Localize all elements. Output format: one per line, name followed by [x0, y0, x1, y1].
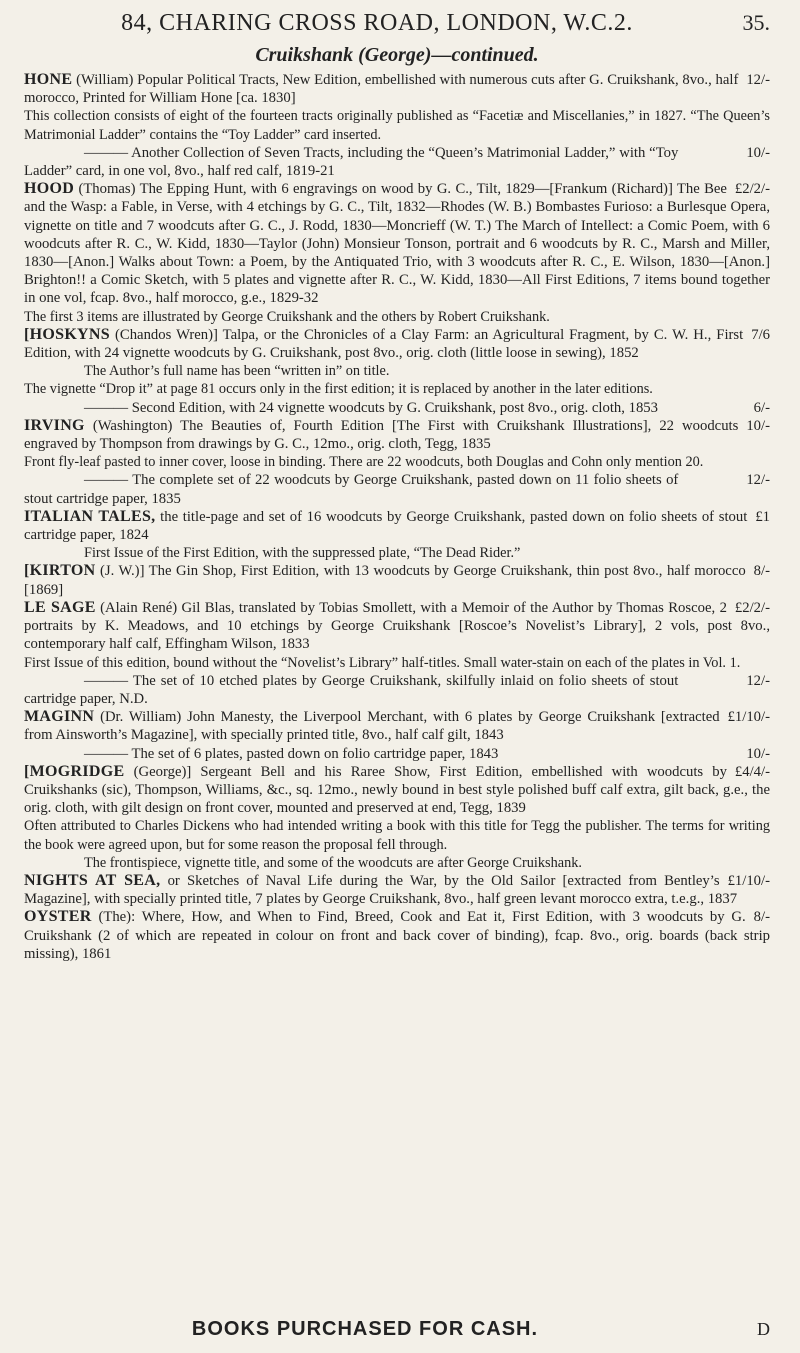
- entry-price: 12/-: [746, 672, 770, 689]
- catalogue-entry: [24, 562, 770, 598]
- catalogue-entry: [24, 708, 770, 744]
- note-text: The first 3 items are illustrated by George Cruikshank and the others by Robert Cruikshank.: [24, 308, 550, 325]
- entry-price: 12/-: [746, 72, 770, 88]
- entry-text: ——— The set of 6 plates, pasted down on folio cartridge paper, 1843: [84, 745, 499, 762]
- catalogue-entry: [24, 599, 770, 654]
- note-text: Front fly-leaf pasted to inner cover, loose in binding. There are 22 woodcuts, both Douglas and Cohn only mention 20.: [24, 454, 704, 471]
- entry-price: 6/-: [753, 399, 770, 416]
- entry-text: or Sketches of Naval Life during the War, by the Old Sailor [extracted from Bentley’s Magazine], with specially printed title, 7 plates by George Cruikshank, 8vo., half green levant morocco extra, t.e.g., 1837: [24, 872, 738, 908]
- catalogue-note: [24, 453, 770, 471]
- signature-mark: D: [757, 1319, 770, 1339]
- catalogue-note: [24, 380, 770, 398]
- entry-price: 10/-: [746, 417, 770, 434]
- entry-text: (Thomas) The Epping Hunt, with 6 engravings on wood by G. C., Tilt, 1829—[Frankum (Richard)] The Bee and the Wasp: a Fable, in Verse, with 4 etchings by G. C., Tilt, 1832—Rhodes (W. B.) Bombastes Furioso: a Burlesque Opera, vignette on title and 7 woodcuts after G. C., J. Rodd, 1830—Moncrieff (W. T.) The March of Intellect: a Comic Poem, with 6 woodcuts after R. C., W. Kidd, 1830—Taylor (John) Monsieur Tonson, portrait and 6 woodcuts by R. C., Marsh and Miller, 1830—[Anon.] Walks about Town: a Poem, by the Antiquated Trio, with 3 woodcuts after R. C., E. Wilson, 1830—[Anon.] Brighton!! a Comic Sketch, with 5 plates and vignette after R. C., W. Kidd, 1830—All First Editions, 7 items bound together in one vol, fcap. 8vo., half morocco, g.e., 1829-32: [24, 181, 770, 307]
- entry-text: ——— The set of 10 etched plates by George Cruikshank, skilfully inlaid on folio sheets of stout cartridge paper, N.D.: [24, 672, 679, 707]
- entry-text: the title-page and set of 16 woodcuts by George Cruikshank, pasted down on folio sheets of stout cartridge paper, 1824: [24, 508, 748, 544]
- entry-text: ——— Second Edition, with 24 vignette woodcuts by G. Cruikshank, post 8vo., orig. cloth, 1853: [84, 399, 658, 416]
- entry-heading: [HOSKYNS: [24, 325, 110, 343]
- entry-price: 10/-: [746, 144, 770, 161]
- entry-price: £2/2/-: [734, 599, 770, 616]
- entry-price: £1/10/-: [727, 872, 770, 889]
- entry-price: 10/-: [746, 745, 770, 762]
- page-footer: [0, 1318, 770, 1341]
- catalogue-entry: [24, 180, 770, 307]
- catalogue-note: [24, 854, 770, 872]
- note-text: This collection consists of eight of the fourteen tracts originally published as “Facetiæ and Miscellanies,” in 1827. “The Queen’s Matrimonial Ladder” contains the “Toy Ladder” card inserted.: [24, 108, 770, 143]
- entry-text: (Alain René) Gil Blas, translated by Tobias Smollett, with a Memoir of the Author by Thomas Roscoe, 2 portraits by K. Meadows, and 10 etchings by George Cruikshank [Roscoe’s Novelist’s Library], 2 vols, post 8vo., contemporary half calf, Effingham Wilson, 1833: [24, 599, 770, 653]
- entry-text: (J. W.)] The Gin Shop, First Edition, with 13 woodcuts by George Cruikshank, thin post 8vo., half morocco [1869]: [24, 563, 746, 598]
- entry-text: (William) Popular Political Tracts, New Edition, embellished with numerous cuts after G. Cruikshank, 8vo., half morocco, Printed for William Hone [ca. 1830]: [24, 72, 739, 107]
- entry-heading: HOOD: [24, 180, 75, 198]
- note-text: First Issue of the First Edition, with the suppressed plate, “The Dead Rider.”: [84, 545, 521, 562]
- entry-text: (Washington) The Beauties of, Fourth Edition [The First with Cruikshank Illustrations], 22 woodcuts engraved by Thompson from drawings by G. C., 12mo., orig. cloth, Tegg, 1835: [24, 417, 739, 453]
- catalogue-entry: [24, 763, 770, 818]
- entry-text: (Dr. William) John Manesty, the Liverpool Merchant, with 6 plates by George Cruikshank [extracted from Ainsworth’s Magazine], with specially printed title, 8vo., half calf gilt, 1843: [24, 709, 720, 744]
- catalogue-entry: [24, 908, 770, 963]
- catalogue-note: [24, 308, 770, 326]
- entry-heading: NIGHTS AT SEA,: [24, 871, 161, 889]
- entry-heading: [KIRTON: [24, 562, 96, 580]
- entry-price: 8/-: [753, 909, 770, 926]
- catalogue-entry: [24, 872, 770, 908]
- entry-heading: [MOGRIDGE: [24, 762, 125, 780]
- catalogue-entries: [24, 71, 770, 963]
- page-header: [24, 10, 770, 44]
- entry-heading: HONE: [24, 71, 73, 88]
- entry-text: (Chandos Wren)] Talpa, or the Chronicles of a Clay Farm: an Agricultural Fragment, by C. W. H., First Edition, with 24 vignette woodcuts by G. Cruikshank, post 8vo., orig. cloth (little loose in sewing), 1852: [24, 326, 744, 362]
- entry-price: £2/2/-: [734, 181, 770, 198]
- catalogue-entry: [24, 144, 770, 180]
- catalogue-entry: [24, 745, 770, 763]
- entry-text: (The): Where, How, and When to Find, Breed, Cook and Eat it, First Edition, with 3 woodcuts by G. Cruikshank (2 of which are repeated in colour on front and back cover of binding), fcap. 8vo., orig. boards (back strip missing), 1861: [24, 909, 770, 962]
- entry-price: £1: [755, 508, 770, 525]
- entry-text: ——— The complete set of 22 woodcuts by George Cruikshank, pasted down on 11 folio sheets of stout cartridge paper, 1835: [24, 472, 679, 507]
- catalogue-entry: [24, 508, 770, 544]
- catalogue-note: [24, 362, 770, 380]
- section-subtitle: Cruikshank (George)—continued.: [255, 44, 539, 66]
- page-number: 35.: [742, 10, 770, 35]
- note-text: The vignette “Drop it” at page 81 occurs only in the first edition; it is replaced by another in the later editions.: [24, 381, 653, 398]
- entry-heading: MAGINN: [24, 708, 95, 726]
- catalogue-note: [24, 544, 770, 562]
- entry-price: 8/-: [753, 563, 770, 580]
- entry-price: 7/6: [751, 326, 770, 343]
- note-text: First Issue of this edition, bound without the “Novelist’s Library” half-titles. Small water-stain on each of the plates in Vol. 1.: [24, 654, 741, 671]
- entry-price: £4/4/-: [734, 763, 770, 780]
- entry-text: ——— Another Collection of Seven Tracts, including the “Queen’s Matrimonial Ladder,” with “Toy Ladder” card, in one vol, 8vo., half red calf, 1819-21: [24, 144, 679, 180]
- entry-heading: OYSTER: [24, 908, 92, 926]
- catalogue-entry: [24, 417, 770, 453]
- catalogue-entry: [24, 471, 770, 507]
- catalogue-entry: [24, 399, 770, 417]
- catalogue-entry: [24, 326, 770, 362]
- entry-heading: ITALIAN TALES,: [24, 507, 156, 525]
- entry-text: (George)] Sergeant Bell and his Raree Show, First Edition, embellished with woodcuts by Cruikshanks (sic), Thompson, Williams, &c., sq. 12mo., newly bound in best style polished buff calf extra, gilt back, g.e., the orig. cloth, with gilt design on front cover, mounted and preserved at end, Tegg, 1839: [24, 763, 770, 817]
- catalogue-note: [24, 817, 770, 853]
- page-address: 84, CHARING CROSS ROAD, LONDON, W.C.2.: [121, 10, 633, 36]
- footer-text: BOOKS PURCHASED FOR CASH.: [191, 1318, 539, 1340]
- catalogue-note: [24, 654, 770, 672]
- catalogue-entry: [24, 71, 770, 107]
- note-text: The frontispiece, vignette title, and some of the woodcuts are after George Cruikshank.: [84, 854, 582, 871]
- catalogue-entry: [24, 672, 770, 708]
- entry-heading: LE SAGE: [24, 598, 96, 616]
- entry-price: £1/10/-: [727, 709, 770, 726]
- note-text: Often attributed to Charles Dickens who had intended writing a book with this title for Tegg the publisher. The terms for writing the book were agreed upon, but for some reason the proposal fell through.: [24, 818, 770, 853]
- note-text: The Author’s full name has been “written in” on title.: [84, 363, 390, 380]
- catalogue-note: [24, 107, 770, 143]
- entry-price: 12/-: [746, 472, 770, 489]
- entry-heading: IRVING: [24, 416, 85, 434]
